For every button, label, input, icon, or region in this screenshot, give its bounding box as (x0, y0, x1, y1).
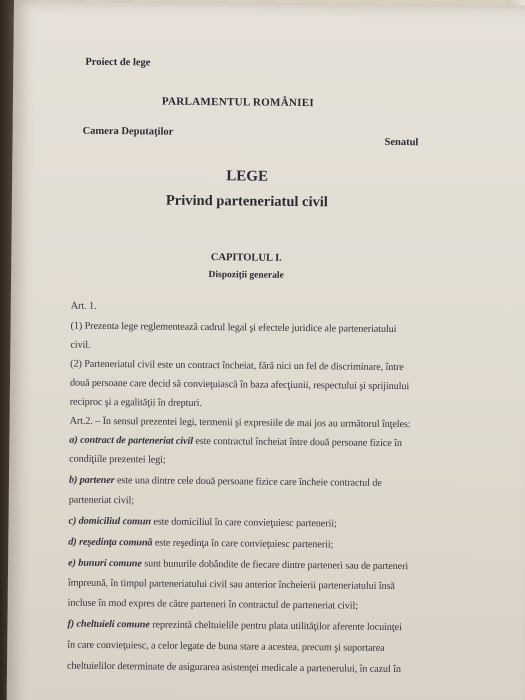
art1-p1-line1: (1) Prezenta lege reglementează cadrul legal şi efectele juridice ale parteneriatului (70, 320, 397, 336)
def-b-line1 (69, 475, 479, 490)
def-a-line2: condiţiile prezentei legi; (69, 453, 166, 466)
def-f-line2: în care convieţuiesc, a celor legate de buna stare a acestea, precum şi suportarea (67, 639, 385, 654)
def-a-term: a) contract de parteneriat civil (69, 434, 194, 447)
chapter-name: Dispoziţii generale (208, 270, 284, 281)
def-d-term: d) reşedinţa comună (68, 536, 153, 549)
def-c-line1 (68, 516, 478, 531)
def-a-line1 (69, 435, 479, 450)
law-title: LEGE (226, 168, 269, 185)
def-b-line2: parteneriat civil; (68, 494, 135, 507)
def-f-text: reprezintă cheltuielile pentru plata utilităţilor aferente locuinţei (149, 619, 402, 634)
art1-p2-line2: două persoane care decid să convieţuiască în baza afecţiunii, respectului şi sprijinului (69, 377, 410, 393)
art1-p2-line1: (2) Parteneriatul civil este un contract încheiat, fără nici un fel de discriminare, între (70, 358, 404, 374)
project-label: Proiect de lege (85, 56, 151, 69)
chamber-deputies: Camera Deputaţilor (82, 125, 174, 138)
art1-p2-line3: reciproc şi a egalităţii în drepturi. (69, 396, 202, 409)
art1-heading: Art. 1. (70, 300, 97, 312)
def-b-text: este una dintre cele două persoane fizice care încheie contractul de (114, 475, 382, 489)
def-b-term: b) partener (68, 474, 115, 487)
def-e-text: sunt bunurile dobândite de fiecare dintre parteneri sau de parteneri (141, 558, 409, 573)
def-e-line3: incluse în mod expres de către parteneri în contractul de parteneriat civil; (67, 597, 358, 612)
def-e-line1 (68, 558, 478, 573)
parliament-heading: PARLAMENTUL ROMÂNIEI (161, 95, 315, 110)
art2-line1: Art.2. – În sensul prezentei legi, termenii şi expresiile de mai jos au următorul înţeles: (69, 415, 411, 431)
def-f-line3: cheltuielilor determinate de asigurarea asistenţei medicale a partenerului, în cazul în (66, 660, 401, 676)
def-d-text: este reşedinţa în care convieţuiesc partenerii; (152, 537, 334, 551)
document-page (6, 0, 525, 700)
def-c-term: c) domiciliul comun (68, 515, 152, 528)
art1-p1-line2: civil. (70, 339, 91, 351)
chamber-senate: Senatul (384, 136, 419, 149)
def-f-term: f) cheltuieli comune (67, 618, 150, 631)
law-subtitle: Privind parteneriatul civil (165, 192, 328, 211)
def-c-text: este domiciliul în care convieţuiesc partenerii; (150, 516, 337, 530)
def-f-line1 (67, 619, 477, 634)
chapter-number: CAPITOLUL I. (210, 252, 282, 264)
def-e-term: e) bunuri comune (68, 557, 142, 570)
def-d-line1 (68, 537, 478, 552)
def-e-line2: împreună, în timpul parteneriatului civil sau anterior încheierii parteneriatului însă (67, 577, 395, 593)
def-a-text: este contractul încheiat între două persoane fizice în (192, 435, 402, 450)
